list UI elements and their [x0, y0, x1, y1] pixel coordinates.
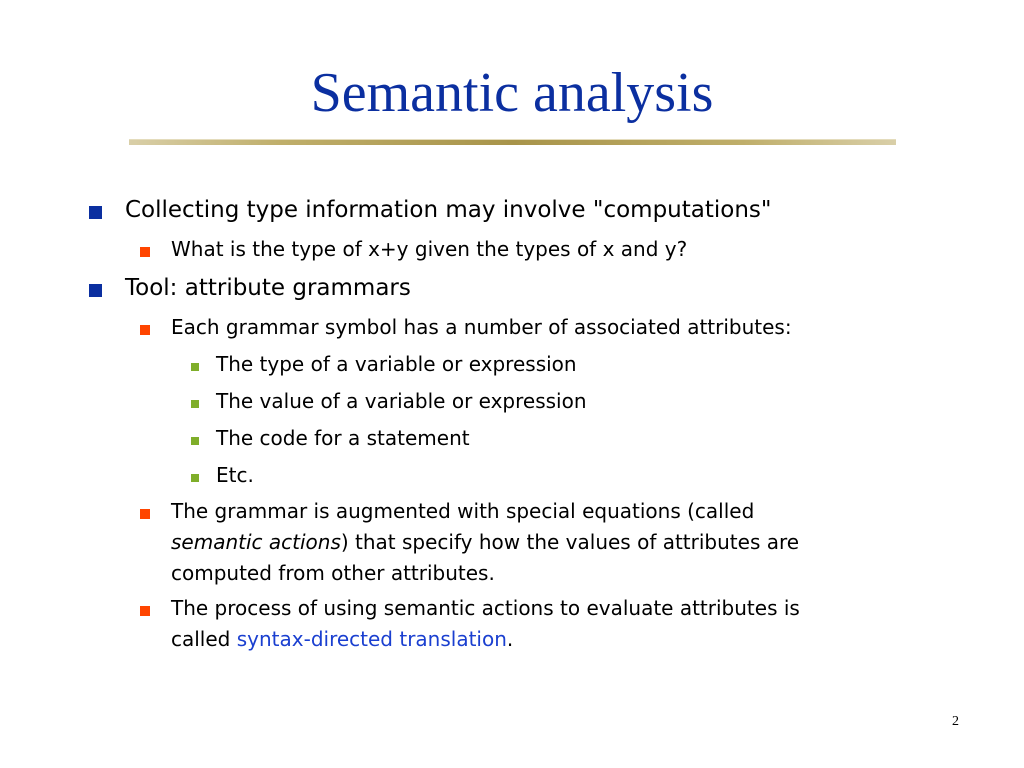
square-bullet-icon — [140, 606, 150, 616]
square-bullet-icon — [140, 247, 150, 257]
bullet-etc: Etc. — [216, 463, 254, 487]
bullet-grammar-augmented-line1: The grammar is augmented with special equations (called — [171, 499, 755, 523]
square-bullet-icon — [191, 400, 199, 408]
bullet-grammar-augmented-line3: computed from other attributes. — [171, 561, 495, 585]
bullet-type-of-variable: The type of a variable or expression — [216, 352, 577, 376]
bullet-code-for-statement: The code for a statement — [216, 426, 470, 450]
bullet-grammar-symbol-attributes: Each grammar symbol has a number of associated attributes: — [171, 315, 792, 339]
square-bullet-icon — [191, 363, 199, 371]
square-bullet-icon — [140, 509, 150, 519]
square-bullet-icon — [89, 284, 102, 297]
bullet-collecting-type-info: Collecting type information may involve "computations" — [125, 197, 772, 223]
bullet-process-line2 — [171, 627, 513, 651]
syntax-directed-translation-link[interactable]: syntax-directed translation — [236, 627, 507, 651]
bullet-process-line2-prefix: called — [171, 627, 237, 651]
bullet-grammar-augmented-line2 — [171, 530, 799, 554]
square-bullet-icon — [89, 206, 102, 219]
bullet-grammar-augmented-line2-rest: ) that specify how the values of attributes are — [340, 530, 800, 554]
bullet-tool-attribute-grammars: Tool: attribute grammars — [125, 275, 411, 301]
title-divider — [129, 139, 896, 145]
slide-title: Semantic analysis — [310, 62, 714, 124]
square-bullet-icon — [191, 474, 199, 482]
semantic-actions-term: semantic actions — [171, 530, 341, 554]
bullet-process-line2-suffix: . — [506, 627, 514, 651]
page-number: 2 — [952, 714, 959, 729]
square-bullet-icon — [191, 437, 199, 445]
bullet-process-line1: The process of using semantic actions to evaluate attributes is — [171, 596, 800, 620]
square-bullet-icon — [140, 325, 150, 335]
bullet-type-of-x-plus-y: What is the type of x+y given the types of x and y? — [171, 237, 688, 261]
bullet-value-of-variable: The value of a variable or expression — [216, 389, 587, 413]
